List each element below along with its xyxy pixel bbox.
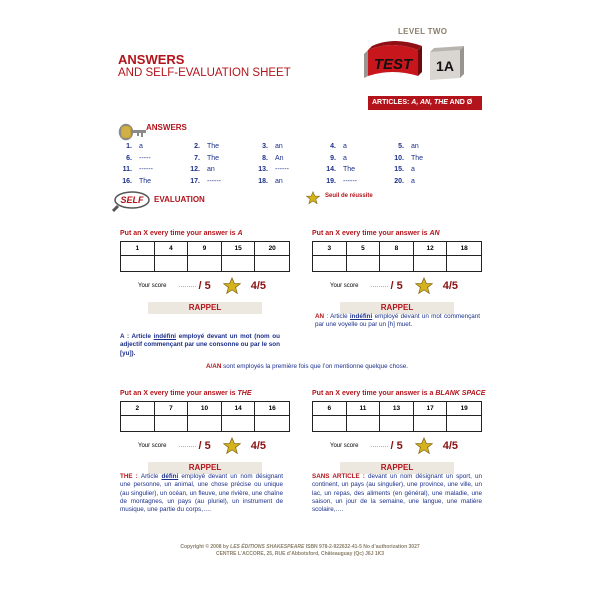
x-table-number: 11	[347, 402, 381, 416]
answer-item	[190, 143, 258, 155]
score-label: Your score	[138, 283, 167, 289]
score-dots[interactable]: ………	[178, 283, 197, 289]
rappel-a-rest: employé devant un mot (nom ou adjectif commençant par une consonne ou par le son [yu]).	[120, 333, 280, 357]
answers-label: ANSWERS	[146, 123, 187, 132]
x-table-number: 7	[155, 402, 189, 416]
answer-row	[122, 143, 462, 155]
answer-number: 19.	[326, 177, 336, 185]
answer-row	[122, 155, 462, 167]
answer-number: 8.	[262, 154, 268, 162]
answer-item	[258, 178, 326, 190]
answer-number: 12.	[190, 166, 200, 173]
x-table-number: 8	[380, 242, 414, 256]
x-table-number: 17	[414, 402, 448, 416]
answer-number: 2.	[194, 143, 200, 150]
x-table-mark-cell[interactable]	[414, 256, 448, 271]
score-total: / 5	[198, 280, 211, 292]
x-table-mark-cell[interactable]	[255, 256, 289, 271]
block-instruction	[312, 390, 486, 397]
answer-value: an	[275, 177, 283, 185]
articles-prefix: ARTICLES:	[372, 99, 412, 106]
answer-number: 1.	[126, 143, 132, 150]
x-table-number: 2	[121, 402, 155, 416]
rappel-header: RAPPEL	[148, 462, 262, 474]
answer-value: an	[411, 143, 419, 150]
answer-number: 6.	[126, 154, 132, 162]
rappel-aan-head: A/AN	[206, 363, 222, 370]
x-table-mark-cell[interactable]	[414, 416, 448, 431]
pass-score: 4/5	[442, 280, 458, 292]
block-instruction	[120, 390, 290, 397]
answer-value: The	[207, 143, 220, 150]
evaluation-label: EVALUATION	[154, 195, 205, 204]
rappel-the-pre: Article	[140, 473, 162, 480]
answer-number: 20.	[394, 177, 404, 185]
rappel-blank-text	[312, 473, 482, 514]
page-title: ANSWERS	[118, 52, 185, 67]
score-dots[interactable]: ………	[178, 443, 197, 449]
x-table-number: 13	[380, 402, 414, 416]
answer-item	[258, 166, 326, 178]
answer-value: ------	[139, 166, 153, 173]
score-total: / 5	[198, 440, 211, 452]
rappel-aan-rest: sont employés la première fois que l’on mentionne quelque chose.	[221, 363, 408, 370]
score-dots[interactable]: ………	[370, 443, 389, 449]
answer-value: a	[411, 166, 415, 173]
score-label: Your score	[330, 443, 359, 449]
answer-value: The	[411, 154, 424, 162]
answer-value: ------	[207, 177, 221, 185]
rappel-header: RAPPEL	[340, 302, 454, 314]
answer-item	[122, 178, 190, 190]
answer-value: The	[139, 177, 152, 185]
x-table-number: 15	[222, 242, 256, 256]
x-table-number: 12	[414, 242, 448, 256]
rappel-header: RAPPEL	[148, 302, 262, 314]
pass-score: 4/5	[250, 280, 266, 292]
x-table-mark-cell[interactable]	[447, 416, 481, 431]
evaluation-block	[120, 230, 290, 314]
answer-value: a	[139, 143, 143, 150]
rappel-the-head: THE :	[120, 473, 141, 480]
x-table-number: 3	[313, 242, 347, 256]
evaluation-block	[312, 230, 482, 314]
evaluation-block	[312, 390, 486, 474]
answer-number: 4.	[330, 143, 336, 150]
instruction-text: Put an X every time your answer is	[120, 390, 238, 397]
instruction-text: Put an X every time your answer is a	[312, 390, 436, 397]
answer-number: 11.	[122, 166, 132, 173]
test-3d-block-icon	[362, 38, 424, 82]
answer-item	[190, 166, 258, 178]
answer-value: ------	[275, 166, 289, 173]
instruction-word: THE	[237, 390, 252, 397]
answer-number: 16.	[122, 177, 132, 185]
x-table-mark-cell[interactable]	[121, 416, 155, 431]
answer-number: 5.	[398, 143, 404, 150]
articles-items: A, AN, THE	[411, 99, 448, 106]
pass-score: 4/5	[442, 440, 458, 452]
answer-item	[122, 155, 190, 167]
instruction-word: A	[237, 230, 243, 237]
star-icon	[223, 277, 241, 295]
score-row	[120, 436, 290, 456]
articles-suffix: AND Ø	[447, 99, 473, 106]
seuil-label: Seuil de réussite	[325, 193, 373, 199]
score-row	[120, 276, 290, 296]
answer-number: 17.	[190, 177, 200, 185]
star-icon	[223, 437, 241, 455]
x-table-number: 4	[155, 242, 189, 256]
x-table-number: 6	[313, 402, 347, 416]
footer-copyright: Copyright © 2008 by	[180, 544, 231, 550]
answer-value: a	[343, 143, 347, 150]
answer-item	[394, 143, 462, 155]
articles-banner	[368, 96, 482, 110]
x-table-mark-cell[interactable]	[255, 416, 289, 431]
rappel-an-head: AN	[315, 313, 325, 320]
rappel-aan-text	[206, 363, 486, 371]
answer-number: 9.	[330, 154, 336, 162]
answer-item	[326, 178, 394, 190]
rappel-a-head: A :	[120, 333, 132, 340]
answer-row	[122, 166, 462, 178]
answer-value: -----	[139, 154, 151, 162]
instruction-word: BLANK SPACE	[435, 390, 486, 397]
x-table-number: 20	[255, 242, 289, 256]
instruction-text: Put an X every time your answer is	[120, 230, 238, 237]
answer-item	[258, 143, 326, 155]
answer-item	[258, 155, 326, 167]
rappel-a-pre: Article	[131, 333, 154, 340]
x-table	[312, 401, 482, 432]
answer-item	[326, 155, 394, 167]
answers-grid	[122, 143, 462, 189]
answer-number: 14.	[326, 166, 336, 173]
rappel-the-defini: défini	[161, 473, 179, 480]
keys-icon	[117, 120, 149, 142]
x-table-mark-cell[interactable]	[155, 256, 189, 271]
answer-item	[190, 155, 258, 167]
rappel-blank-head: SANS ARTICLE :	[312, 473, 369, 480]
instruction-word: AN	[429, 230, 440, 237]
x-table-number: 19	[447, 402, 481, 416]
x-table-mark-cell[interactable]	[222, 416, 256, 431]
answer-value: The	[343, 166, 356, 173]
rappel-a-defini: indéfini	[153, 333, 177, 340]
answer-value: An	[275, 154, 284, 162]
instruction-text: Put an X every time your answer is	[312, 230, 430, 237]
answer-item	[190, 178, 258, 190]
star-icon	[415, 437, 433, 455]
evaluation-block	[120, 390, 290, 474]
score-row	[312, 276, 482, 296]
answer-value: The	[207, 154, 220, 162]
x-table-number: 14	[222, 402, 256, 416]
x-table-number: 9	[188, 242, 222, 256]
rappel-an-text	[315, 313, 480, 330]
x-table	[312, 241, 482, 272]
answer-number: 10.	[394, 154, 404, 162]
answer-value: ------	[343, 177, 357, 185]
answer-row	[122, 178, 462, 190]
rappel-a-text	[120, 333, 280, 358]
answer-number: 15.	[394, 166, 404, 173]
x-table-mark-cell[interactable]	[380, 256, 414, 271]
x-table-mark-cell[interactable]	[380, 416, 414, 431]
score-label: Your score	[330, 283, 359, 289]
score-total: / 5	[390, 440, 403, 452]
test-number: 1A	[436, 58, 454, 74]
answer-item	[394, 178, 462, 190]
rappel-an-defini: indéfini	[349, 313, 373, 320]
x-table-number: 18	[447, 242, 481, 256]
level-label: LEVEL TWO	[398, 27, 448, 36]
footer-line1	[140, 544, 460, 551]
answer-item	[122, 166, 190, 178]
test-number-block-icon	[426, 44, 466, 84]
answer-number: 3.	[262, 143, 268, 150]
x-table-mark-cell[interactable]	[188, 256, 222, 271]
score-total: / 5	[390, 280, 403, 292]
x-table-mark-cell[interactable]	[155, 416, 189, 431]
block-instruction	[120, 230, 290, 237]
x-table-mark-cell[interactable]	[313, 256, 347, 271]
x-table-mark-cell[interactable]	[313, 416, 347, 431]
answer-item	[394, 166, 462, 178]
answer-item	[326, 166, 394, 178]
x-table-number: 1	[121, 242, 155, 256]
x-table-number: 10	[188, 402, 222, 416]
x-table	[120, 241, 290, 272]
x-table-number: 16	[255, 402, 289, 416]
star-icon	[306, 191, 320, 205]
answer-value: an	[275, 143, 283, 150]
rappel-the-rest: employé devant un nom désignant une personne, un animal, une chose précise ou unique (au singulier), un océan, un fleuve, une rivière, une chaîne de montagnes, un pays (au pluriel), un instrument de musique, une partie du corps,….	[120, 473, 283, 514]
answer-item	[394, 155, 462, 167]
magnifier-icon	[112, 190, 156, 212]
answer-item	[122, 143, 190, 155]
rappel-blank-rest: devant un nom désignant un sport, un continent, un pays (au singulier), une province, une ville, un lac, un repas, des aliments (en général), une maladie, une saison, un jour de la semaine, une langue, une matière scolaire,….	[312, 473, 482, 514]
rappel-the-text	[120, 473, 283, 514]
answer-item	[326, 143, 394, 155]
answer-value: a	[343, 154, 347, 162]
footer-isbn: ISBN 978-2-922632-41-5 No d’authorization 3027	[304, 544, 420, 550]
answer-number: 13.	[258, 166, 268, 173]
rappel-header: RAPPEL	[340, 462, 454, 474]
x-table-number: 5	[347, 242, 381, 256]
rappel-an-mid: : Article	[324, 313, 350, 320]
x-table-mark-cell[interactable]	[121, 256, 155, 271]
star-icon	[415, 277, 433, 295]
pass-score: 4/5	[250, 440, 266, 452]
answer-value: an	[207, 166, 215, 173]
footer-line2: CENTRE L’ACCORE, 25, RUE d’Abbotsford, Châteauguay (Qc) J6J 1K3	[215, 551, 385, 557]
page-subtitle: AND SELF-EVALUATION SHEET	[118, 67, 291, 79]
answer-number: 18.	[258, 177, 268, 185]
score-label: Your score	[138, 443, 167, 449]
footer	[140, 544, 460, 558]
block-instruction	[312, 230, 482, 237]
test-label: TEST	[373, 56, 413, 73]
answer-number: 7.	[194, 154, 200, 162]
x-table-mark-cell[interactable]	[347, 416, 381, 431]
score-row	[312, 436, 482, 456]
x-table-mark-cell[interactable]	[447, 256, 481, 271]
x-table-mark-cell[interactable]	[222, 256, 256, 271]
x-table	[120, 401, 290, 432]
x-table-mark-cell[interactable]	[347, 256, 381, 271]
score-dots[interactable]: ………	[370, 283, 389, 289]
x-table-mark-cell[interactable]	[188, 416, 222, 431]
footer-brand: LES ÉDITIONS SHAKESPEARE	[230, 544, 305, 550]
answer-value: a	[411, 177, 415, 185]
self-label: SELF	[120, 195, 144, 205]
rappel-an-rest: employé devant un mot commençant par une voyelle ou par un [h] muet.	[315, 313, 480, 329]
